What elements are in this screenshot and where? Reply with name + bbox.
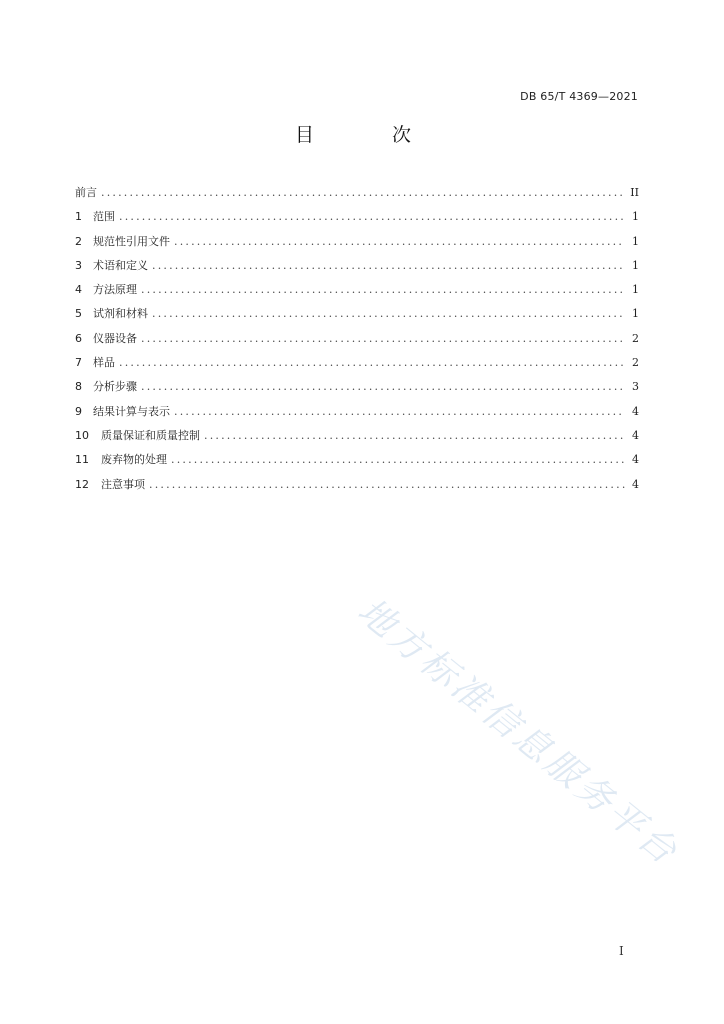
toc-entry-number: 9 xyxy=(75,404,82,418)
toc-entry-label: 质量保证和质量控制 xyxy=(101,428,200,442)
toc-title: 目 次 xyxy=(294,124,448,146)
toc-entry-number: 10 xyxy=(75,428,89,442)
toc-entry-11[interactable] xyxy=(75,451,639,475)
toc-entry-page: 1 xyxy=(632,258,639,272)
dot-leader xyxy=(119,356,625,369)
toc-entry-label: 注意事项 xyxy=(101,477,145,491)
dot-leader xyxy=(141,380,625,393)
toc-entry-page: 3 xyxy=(632,380,639,394)
toc-entry-label: 分析步骤 xyxy=(93,380,137,394)
toc-entry-number: 4 xyxy=(75,283,82,297)
dot-leader xyxy=(141,283,625,296)
toc-entry-page: 4 xyxy=(632,428,639,442)
toc-entry-3[interactable] xyxy=(75,257,639,281)
toc-entry-label: 前言 xyxy=(75,186,97,199)
watermark: 地方标准信息服务平台 xyxy=(349,590,687,875)
toc-entry-page: 1 xyxy=(632,283,639,297)
toc-entry-9[interactable] xyxy=(75,403,639,427)
toc-entry-label: 仪器设备 xyxy=(93,331,137,345)
toc-entry-label: 废弃物的处理 xyxy=(101,453,167,467)
toc-entry-6[interactable] xyxy=(75,330,639,354)
toc-entry-label: 试剂和材料 xyxy=(93,307,148,321)
dot-leader xyxy=(149,478,625,491)
toc-entry-number: 3 xyxy=(75,258,82,272)
toc-entry-number: 12 xyxy=(75,477,89,491)
dot-leader xyxy=(152,259,625,272)
toc-entry-label: 方法原理 xyxy=(93,283,137,297)
dot-leader xyxy=(141,332,625,345)
toc-entry-page: 4 xyxy=(632,404,639,418)
toc-entry-label: 规范性引用文件 xyxy=(93,234,170,248)
toc-entry-page: II xyxy=(630,186,639,199)
toc-entry-number: 7 xyxy=(75,356,82,370)
toc-entry-number: 8 xyxy=(75,380,82,394)
toc-entry-label: 结果计算与表示 xyxy=(93,404,170,418)
toc-entry-foreword[interactable] xyxy=(75,184,639,208)
toc-entry-page: 4 xyxy=(632,477,639,491)
toc-entry-2[interactable] xyxy=(75,233,639,257)
toc-entry-number: 6 xyxy=(75,331,82,345)
toc-entry-page: 4 xyxy=(632,453,639,467)
toc-entry-page: 1 xyxy=(632,307,639,321)
toc-entry-8[interactable] xyxy=(75,378,639,402)
table-of-contents xyxy=(75,184,639,500)
toc-entry-4[interactable] xyxy=(75,281,639,305)
dot-leader xyxy=(119,210,625,223)
dot-leader xyxy=(174,235,625,248)
toc-entry-page: 2 xyxy=(632,331,639,345)
toc-entry-10[interactable] xyxy=(75,427,639,451)
toc-entry-number: 2 xyxy=(75,234,82,248)
toc-entry-number: 1 xyxy=(75,210,82,224)
toc-entry-label: 样品 xyxy=(93,356,115,370)
dot-leader xyxy=(152,307,625,320)
toc-entry-page: 1 xyxy=(632,210,639,224)
toc-entry-label: 术语和定义 xyxy=(93,258,148,272)
dot-leader xyxy=(174,405,625,418)
toc-entry-number: 11 xyxy=(75,453,89,467)
toc-entry-label: 范围 xyxy=(93,210,115,224)
standard-code: DB 65/T 4369—2021 xyxy=(520,90,638,103)
dot-leader xyxy=(171,453,625,466)
dot-leader xyxy=(101,186,625,199)
dot-leader xyxy=(204,429,625,442)
toc-entry-12[interactable] xyxy=(75,476,639,500)
toc-entry-page: 1 xyxy=(632,234,639,248)
toc-entry-5[interactable] xyxy=(75,305,639,329)
page-number: I xyxy=(619,944,624,958)
toc-entry-7[interactable] xyxy=(75,354,639,378)
toc-entry-1[interactable] xyxy=(75,208,639,232)
toc-entry-number: 5 xyxy=(75,307,82,321)
toc-entry-page: 2 xyxy=(632,356,639,370)
